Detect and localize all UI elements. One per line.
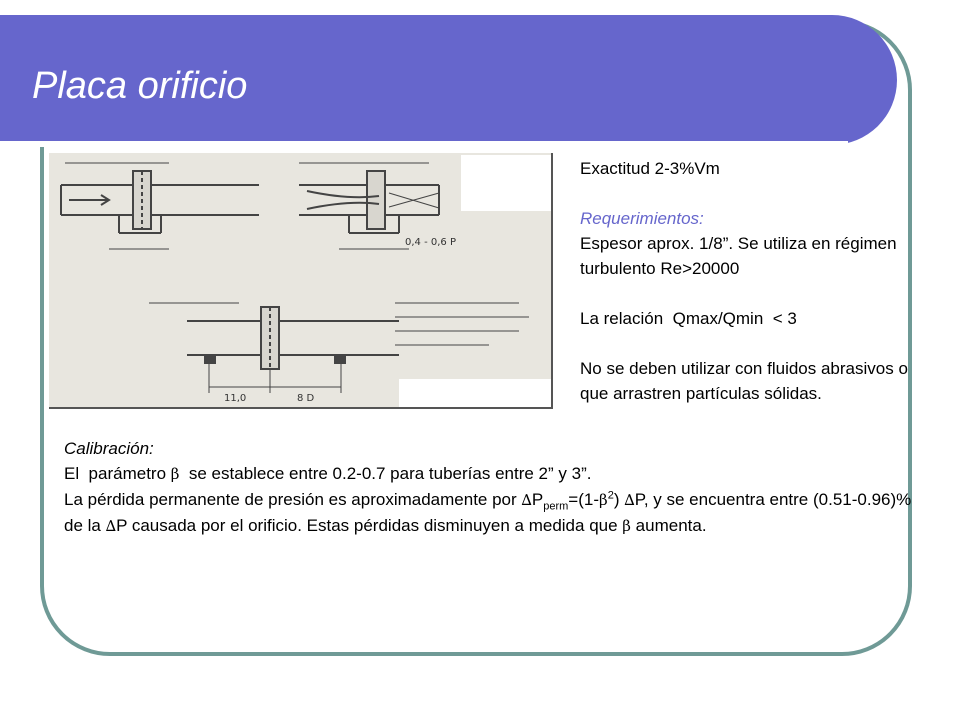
beta-symbol: β [170,465,180,483]
delta-symbol: ∆ [624,491,635,509]
calib-line1-a: El parámetro [64,464,171,483]
warning-text: No se deben utilizar con fluidos abrasivos o que arrastren partículas sólidas. [580,359,908,403]
slide-title: Placa orificio [32,65,248,107]
title-underline [0,141,848,147]
calibration-line-1 [64,461,914,487]
perm-subscript: perm [543,500,569,513]
beta-symbol: β [599,491,608,509]
squared-superscript: 2 [607,489,614,502]
accuracy-text: Exactitud 2-3%Vm [580,159,720,178]
equation-close: ) [613,490,625,509]
title-band [0,15,897,145]
requirements-heading: Requerimientos: [580,209,704,228]
equation-open: =(1- [568,490,600,509]
calibration-line-2 [64,487,914,539]
notes-panel [580,156,910,406]
calib-line1-b: se establece entre 0.2-0.7 para tuberías entre 2” y 3”. [179,464,592,483]
calib-line2-a: La pérdida permanente de presión es aproximadamente por [64,490,522,509]
orifice-diagram [49,153,551,407]
calib-line2-b: P, y se encuentra entre (0.51-0.96)% de la [64,490,912,535]
requirements-text: Espesor aprox. 1/8”. Se utiliza en régimen turbulento Re>20000 [580,234,897,278]
orifice-plate-figure [49,153,553,409]
calib-line2-c: P causada por el orificio. Estas pérdidas disminuyen a medida que [116,516,623,535]
beta-symbol: β [622,517,631,535]
dimension-label-b: 8 D [297,393,315,404]
calibration-section [64,436,914,539]
dimension-label-c: 0,4 - 0,6 P [405,237,456,248]
delta-symbol: ∆ [521,491,532,509]
delta-symbol: ∆ [105,517,117,535]
calibration-heading: Calibración: [64,439,154,458]
p-letter: P [531,490,544,509]
calib-line2-d: aumenta. [630,516,707,535]
ratio-text: La relación Qmax/Qmin < 3 [580,309,797,328]
dimension-label-a: 11,0 [224,393,247,404]
